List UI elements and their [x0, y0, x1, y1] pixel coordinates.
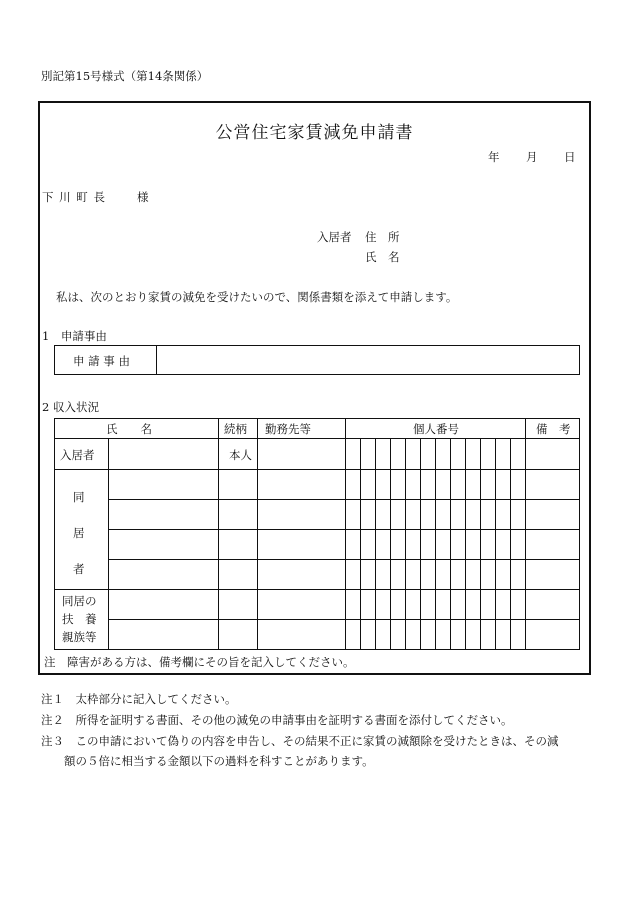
form-number-label: 別記第15号様式（第14条関係） [41, 69, 209, 83]
reason-field-row [54, 345, 580, 375]
footnote-3: 注３ この申請において偽りの内容を申告し、その結果不正に家賃の減額除を受けたときは、その減 [41, 734, 559, 748]
resident-relationship: 本人 [229, 448, 252, 462]
date-month-label: 月 [526, 150, 538, 164]
row-label-cohabitant-3: 者 [73, 562, 85, 576]
date-year-label: 年 [488, 150, 500, 164]
addressee-name: 下 川 町 長 [42, 190, 106, 204]
date-day-label: 日 [564, 150, 576, 164]
row-label-dependent-1: 同居の [62, 594, 97, 608]
applicant-name-label: 氏 名 [365, 250, 400, 264]
income-table-border [55, 419, 580, 650]
application-statement: 私は、次のとおり家賃の減免を受けたいので、関係書類を添えて申請します。 [56, 290, 458, 304]
row-label-resident: 入居者 [60, 448, 95, 462]
column-relationship: 続柄 [224, 422, 247, 436]
row-label-cohabitant-1: 同 [73, 490, 85, 504]
column-name: 氏 名 [106, 422, 152, 436]
reason-input[interactable] [157, 346, 579, 374]
table-note: 注 障害がある方は、備考欄にその旨を記入してください。 [44, 655, 355, 669]
row-label-dependent-3: 親族等 [62, 630, 97, 644]
addressee-honorific: 様 [137, 190, 149, 204]
row-label-dependent-2: 扶 養 [62, 612, 97, 626]
section2-heading: 2 収入状況 [42, 400, 99, 414]
form-title: 公営住宅家賃減免申請書 [215, 123, 414, 143]
footnote-2: 注２ 所得を証明する書面、その他の減免の申請事由を証明する書面を添付してください。 [41, 713, 513, 727]
reason-field-label: 申 請 事 由 [73, 354, 130, 368]
section1-heading: 1 申請事由 [42, 329, 107, 343]
income-table [54, 418, 580, 650]
applicant-address-label: 住 所 [365, 230, 400, 244]
footnote-1: 注１ 太枠部分に記入してください。 [41, 692, 237, 706]
applicant-role-label: 入居者 [317, 230, 352, 244]
row-label-cohabitant-2: 居 [73, 526, 85, 540]
column-workplace: 勤務先等 [265, 422, 311, 436]
column-remarks: 備 考 [536, 422, 571, 436]
application-form [38, 101, 591, 675]
footnote-3-continued: 額の５倍に相当する金額以下の過料を科すことがあります。 [64, 754, 374, 768]
column-individual-number: 個人番号 [413, 422, 459, 436]
